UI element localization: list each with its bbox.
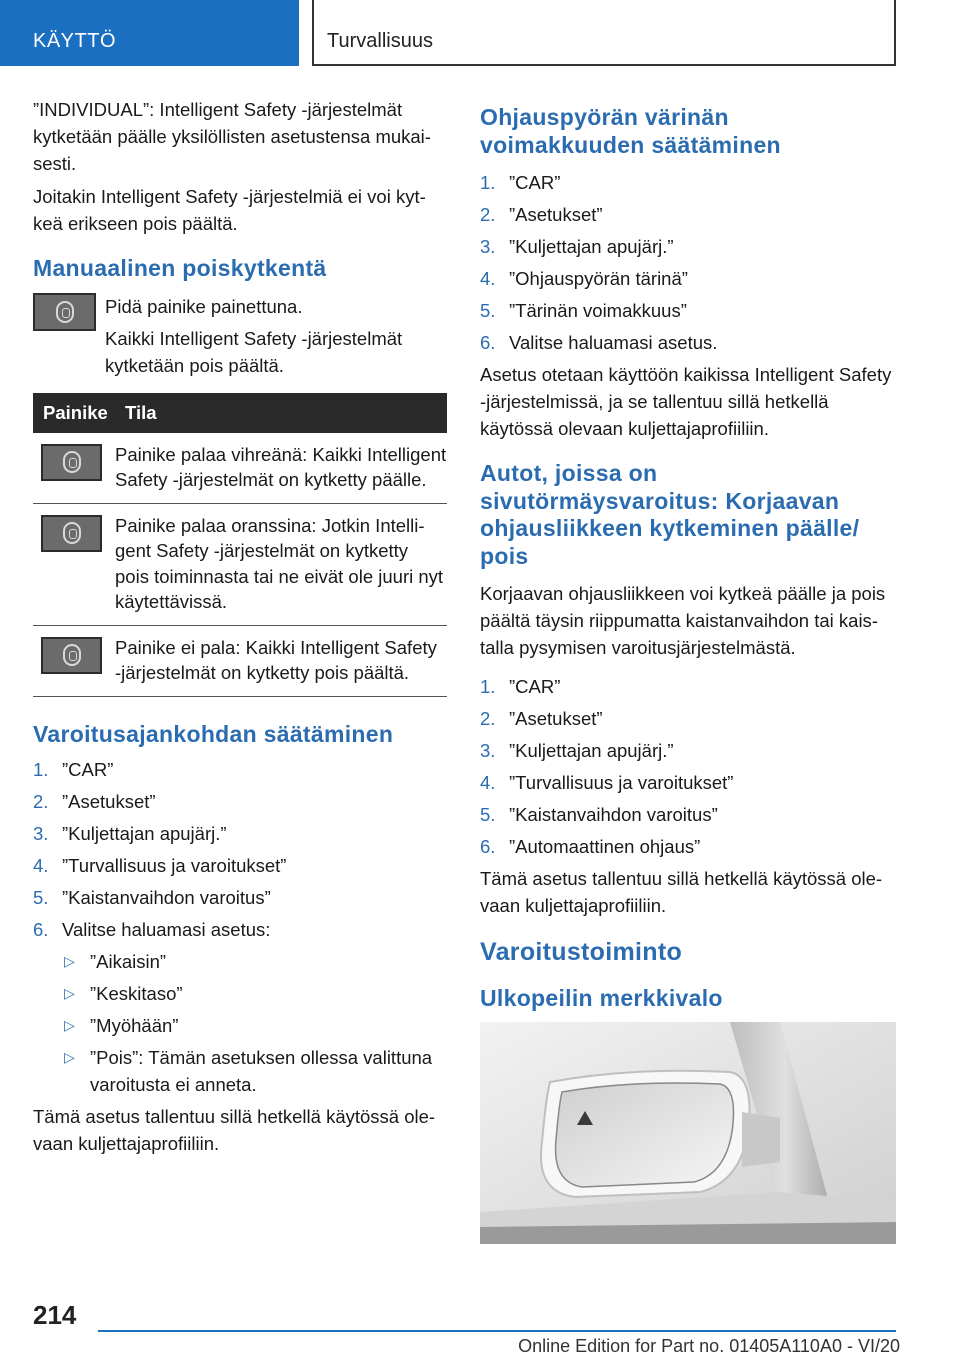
button-state-table: [33, 393, 447, 697]
triangle-bullet-icon: ▷: [64, 1017, 75, 1033]
list-item: 5. ”Kaistanvaihdon varoitus”: [480, 804, 718, 825]
list-item: ▷ ”Pois”: Tämän asetuksen ollessa valittuna varoitusta ei anneta.: [62, 1044, 447, 1098]
table-header-state: Tila: [115, 393, 447, 433]
list-item: 1. ”CAR”: [33, 759, 114, 780]
list-item: 2. ”Asetukset”: [480, 204, 603, 225]
manual-instruction: Pidä painike painettuna.: [105, 295, 303, 317]
intro-paragraph-1: ”INDIVIDUAL”: Intelligent Safety -järjestelmät kytketään päälle yksilöllisten asetustensa mukaisesti.: [33, 99, 431, 174]
safety-button-icon: [63, 644, 81, 666]
mirror-light-heading: Ulkopeilin merkkivalo: [480, 984, 723, 1011]
table-header-button: Painike: [33, 393, 115, 433]
warning-function-heading: Varoitustoiminto: [480, 938, 683, 966]
triangle-bullet-icon: ▷: [64, 953, 75, 969]
list-item: ▷ ”Aikaisin”: [62, 948, 447, 975]
safety-button-icon: [63, 451, 81, 473]
left-column: [33, 96, 447, 1163]
list-item: 5. ”Tärinän voimakkuus”: [480, 300, 687, 321]
table-row: [33, 625, 447, 696]
list-item: 4. ”Ohjauspyörän tärinä”: [480, 268, 688, 289]
list-item: 6. ”Automaattinen ohjaus”: [480, 836, 701, 857]
table-cell-state: Painike palaa oranssina: Jotkin Intelligent Safety -järjestelmät on kytketty pois toiminnasta tai ne eivät ole juuri nyt käytettävissä.: [115, 503, 447, 625]
list-item: 4. ”Turvallisuus ja varoitukset”: [480, 772, 734, 793]
side-collision-steps: [480, 673, 896, 860]
list-item: ▷ ”Keskitaso”: [62, 980, 447, 1007]
triangle-bullet-icon: ▷: [64, 1049, 75, 1065]
list-item: 6. Valitse haluamasi asetus: ▷ ”Aikaisin” ▷ ”Keskitaso” ▷ ”Myöhään” ▷ ”Pois”: Tämän asetuksen ollessa valittuna varoitusta ei anneta.: [33, 916, 447, 1098]
warning-timing-steps: [33, 756, 447, 1098]
button-orange-image: [41, 515, 102, 552]
side-collision-text: Korjaavan ohjausliikkeen voi kytkeä päälle ja pois päältä täysin riippumatta kaistanvaihdon tai kaistalla pysymisen varoitusjärjestelmästä.: [480, 583, 886, 658]
list-item: 6. Valitse haluamasi asetus.: [480, 332, 718, 353]
button-off-image: [41, 637, 102, 674]
button-green-image: [41, 444, 102, 481]
wheel-vibration-steps: [480, 169, 896, 356]
warning-timing-heading: Varoitusajankohdan säätäminen: [33, 720, 394, 747]
list-item: 2. ”Asetukset”: [480, 708, 603, 729]
table-cell-state: Painike ei pala: Kaikki Intelligent Safety -järjestelmät on kytketty pois päältä.: [115, 625, 447, 696]
list-item: 4. ”Turvallisuus ja varoitukset”: [33, 855, 287, 876]
footer-divider: [98, 1330, 896, 1332]
manual-result: Kaikki Intelligent Safety -järjestelmät kytketään pois päältä.: [105, 327, 403, 376]
safety-button-icon: [56, 301, 74, 323]
list-item: 3. ”Kuljettajan apujärj.”: [480, 740, 674, 761]
side-mirror-illustration: [480, 1022, 896, 1244]
warning-note: Tämä asetus tallentuu sillä hetkellä käytössä olevaan kuljettajaprofiiliin.: [33, 1106, 436, 1154]
list-item: 1. ”CAR”: [480, 676, 561, 697]
side-collision-note: Tämä asetus tallentuu sillä hetkellä käytössä olevaan kuljettajaprofiiliin.: [480, 868, 883, 916]
table-row: [33, 503, 447, 625]
wheel-vibration-heading: Ohjauspyörän värinän voimakkuuden säätäminen: [480, 104, 781, 158]
warning-options: [62, 948, 447, 1098]
page-header: [0, 0, 960, 66]
list-item: 3. ”Kuljettajan apujärj.”: [480, 236, 674, 257]
list-item: 3. ”Kuljettajan apujärj.”: [33, 823, 227, 844]
list-item: 1. ”CAR”: [480, 172, 561, 193]
side-mirror-icon: [480, 1022, 896, 1244]
page-number: 214: [33, 1300, 77, 1330]
intro-paragraph-2: Joitakin Intelligent Safety -järjestelmiä ei voi kytkeä erikseen pois päältä.: [33, 186, 426, 234]
table-row: [33, 433, 447, 504]
right-column: [480, 96, 896, 1244]
section-tab: KÄYTTÖ: [0, 0, 299, 66]
list-item: ▷ ”Myöhään”: [62, 1012, 447, 1039]
footer-edition: Online Edition for Part no. 01405A110A0 - VI/20: [518, 1336, 900, 1356]
list-item: 2. ”Asetukset”: [33, 791, 156, 812]
chapter-title: Turvallisuus: [312, 0, 896, 66]
side-collision-heading: Autot, joissa on sivutörmäysvaroitus: Korjaavan ohjausliikkeen kytkeminen päälle/ pois: [480, 460, 860, 569]
list-item: 5. ”Kaistanvaihdon varoitus”: [33, 887, 271, 908]
triangle-bullet-icon: ▷: [64, 985, 75, 1001]
manual-heading: Manuaalinen poiskytkentä: [33, 255, 327, 281]
wheel-note: Asetus otetaan käyttöön kaikissa Intelligent Safety -järjestelmissä, ja se tallentuu sillä hetkellä käytössä olevaan kuljettajaprofiiliin.: [480, 364, 892, 439]
safety-button-icon: [63, 522, 81, 544]
table-cell-state: Painike palaa vihreänä: Kaikki Intelligent Safety -järjestelmät on kytketty päälle.: [115, 433, 447, 504]
manual-button-row: [33, 293, 447, 383]
intelligent-safety-button-image: [33, 293, 96, 331]
